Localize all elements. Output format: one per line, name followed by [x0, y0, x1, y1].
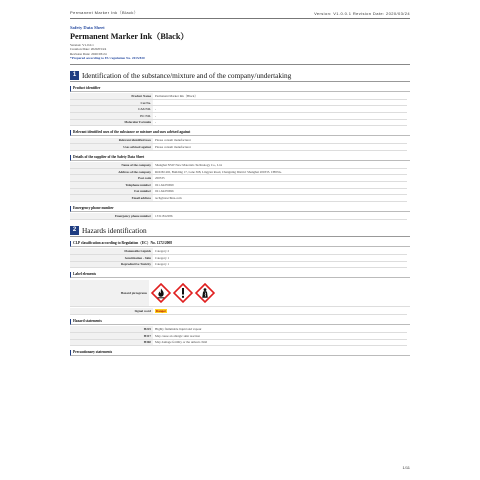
table-row — [70, 261, 407, 268]
row-value: May cause an allergic skin reaction — [153, 332, 407, 339]
row-label: Product Name — [70, 93, 153, 99]
table-row — [70, 99, 407, 106]
table-row — [70, 188, 407, 195]
header-version: Version: V1.0.0.1 Revision Date: 2020/03/24 — [314, 11, 410, 16]
revision-line: Revision Date: 2020/03/24 — [70, 51, 107, 56]
creation-line: Creation Date: 2020/03/24 — [70, 47, 107, 52]
hazard-pictograms-row — [70, 280, 410, 307]
row-value: 021-64476696 — [153, 188, 407, 195]
table-row — [70, 213, 407, 219]
row-label: Telephone number — [70, 182, 153, 189]
row-label: Post code — [70, 175, 153, 182]
row-value: tech@nswchina.com — [153, 195, 407, 202]
doc-meta — [70, 43, 410, 61]
subsection-supplier: Details of the supplier of the Safety Data Sheet — [70, 155, 410, 161]
table-row — [70, 182, 407, 189]
uses-table — [70, 138, 407, 151]
signal-word-badge: Danger — [156, 309, 167, 314]
row-value: Category 1 — [153, 255, 407, 262]
table-row — [70, 119, 407, 126]
row-label: Name of the company — [70, 162, 153, 168]
emergency-table — [70, 213, 407, 220]
version-line: Version: V1.0.0.1 — [70, 43, 94, 47]
row-value: 200335 — [153, 175, 407, 182]
row-value: Highly flammable liquid and vapour — [153, 326, 407, 332]
supplier-table — [70, 162, 407, 202]
section-number-badge: 1 — [70, 71, 79, 80]
regulation-note: *Prepared according to EU regulation No. 2015/830 — [70, 56, 145, 61]
table-row — [70, 332, 407, 339]
row-label: Flammable Liquids — [70, 248, 153, 254]
row-value: Please consult manufacturer — [153, 144, 407, 151]
row-label: Reproductive Toxicity — [70, 261, 153, 268]
row-label: H360 — [70, 339, 153, 346]
subsection-uses: Relevant identified uses of the substance or mixture and uses advised against — [70, 130, 410, 136]
exclamation-icon — [173, 283, 193, 303]
table-row — [70, 112, 407, 119]
table-row — [70, 144, 407, 151]
table-row — [70, 106, 407, 113]
row-label: Address of the company — [70, 168, 153, 175]
health-hazard-icon — [195, 283, 215, 303]
section-number-badge: 2 — [70, 226, 79, 235]
subsection-hazard-statements: Hazard statements — [70, 319, 410, 325]
section-title: Hazards identification — [82, 225, 147, 235]
row-label: H317 — [70, 332, 153, 339]
running-header — [70, 10, 410, 19]
row-value: - — [153, 106, 407, 113]
row-value: Category 1 — [153, 261, 407, 268]
row-value — [153, 99, 407, 106]
hazard-statements-table — [70, 326, 407, 346]
row-label: Fax number — [70, 188, 153, 195]
pictograms — [149, 283, 215, 303]
row-value: - — [153, 119, 407, 126]
section-2-heading — [70, 226, 410, 235]
table-row — [70, 255, 407, 262]
sds-page — [70, 10, 410, 470]
row-label: EC NO. — [70, 112, 153, 119]
signal-word-table — [70, 308, 407, 315]
doc-type: Safety Data Sheet — [70, 24, 105, 30]
divider — [70, 81, 410, 82]
table-row — [70, 308, 407, 314]
row-value: Category 2 — [153, 248, 407, 254]
subsection-emergency: Emergency phone number — [70, 206, 410, 212]
row-label: Email address — [70, 195, 153, 202]
row-label: Molecular Formula — [70, 119, 153, 126]
row-value: 13311812286 — [153, 213, 407, 219]
pictogram-label: Hazard pictograms — [70, 280, 149, 306]
row-value: Permanent Marker Ink（Black） — [153, 93, 407, 99]
signal-word-label: Signal word — [70, 308, 153, 314]
row-label: Sensitization - Skin — [70, 255, 153, 262]
subsection-product-identifier: Product identifier — [70, 86, 410, 92]
row-value: ROOM 402, Building 17, Lane 368, Lingyun Road, Changning District Shanghai 200335. CHINA. — [153, 168, 407, 175]
divider — [70, 236, 410, 237]
row-label: Relevant identified uses — [70, 138, 153, 144]
flame-icon — [151, 283, 171, 303]
row-label: Uses advised against — [70, 144, 153, 151]
page-title: Permanent Marker Ink（Black） — [70, 31, 189, 41]
row-label: H225 — [70, 326, 153, 332]
row-value: May damage fertility or the unborn child — [153, 339, 407, 346]
row-label: CAS NO. — [70, 106, 153, 113]
table-row — [70, 339, 407, 346]
divider — [70, 64, 410, 65]
clp-table — [70, 248, 407, 268]
header-product: Permanent Marker Ink（Black） — [70, 10, 139, 15]
table-row — [70, 168, 407, 175]
product-identifier-table — [70, 93, 407, 126]
row-value: Please consult manufacturer — [153, 138, 407, 144]
section-1-heading — [70, 71, 410, 80]
subsection-clp: CLP classification according to Regulation（EC）No. 1272/2008 — [70, 241, 410, 247]
row-value: 021-64476699 — [153, 182, 407, 189]
subsection-label-elements: Label elements — [70, 272, 410, 278]
row-value: Shanghai NSW New Materials Technology Co., Ltd. — [153, 162, 407, 168]
page-number: 1/11 — [402, 465, 410, 470]
table-row — [70, 195, 407, 202]
section-title: Identification of the substance/mixture and of the company/undertaking — [82, 70, 292, 80]
table-row — [70, 175, 407, 182]
subsection-precautionary: Precautionary statements — [70, 350, 410, 356]
row-value: - — [153, 112, 407, 119]
row-label: Cat No. — [70, 99, 153, 106]
row-label: Emergency phone number — [70, 213, 153, 219]
